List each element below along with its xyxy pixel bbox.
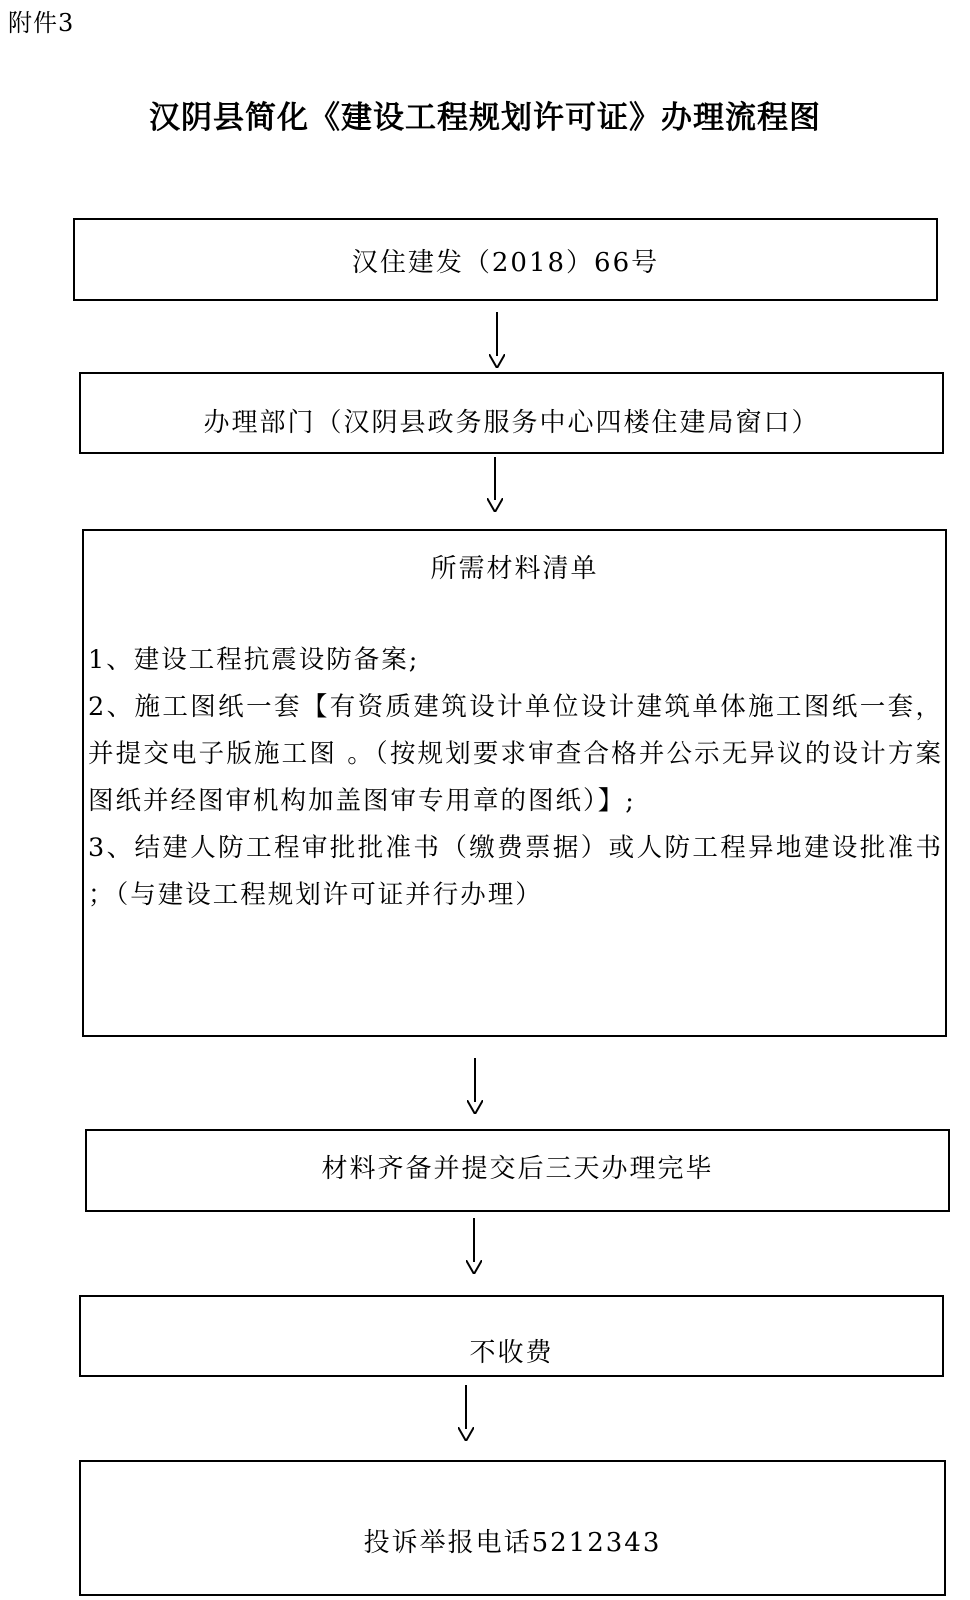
- flowchart-title: 汉阴县简化《建设工程规划许可证》办理流程图: [149, 100, 821, 136]
- step-timeline-text: 材料齐备并提交后三天办理完毕: [321, 1154, 714, 1184]
- step-fee-text: 不收费: [469, 1338, 554, 1368]
- materials-heading: 所需材料清单: [430, 554, 599, 584]
- step-timeline-box: [85, 1129, 950, 1212]
- step-complaint-box: [79, 1460, 946, 1596]
- step-fee-box: [79, 1295, 944, 1377]
- materials-item: 3、结建人防工程审批批准书（缴费票据）或人防工程异地建设批准书 ；（与建设工程规划许可证并行办理）: [88, 833, 943, 910]
- materials-list: [88, 637, 943, 919]
- materials-item: 2、施工图纸一套【有资质建筑设计单位设计建筑单体施工图纸一套，并提交电子版施工图 。（按规划要求审查合格并公示无异议的设计方案图纸并经图审机构加盖图审专用章的图纸）】;: [88, 692, 943, 816]
- arrow-down-icon: [467, 1058, 483, 1114]
- arrow-down-icon: [466, 1218, 482, 1274]
- step-department-text: 办理部门（汉阴县政务服务中心四楼住建局窗口）: [203, 408, 820, 438]
- step-department-box: [79, 372, 944, 454]
- step-basis-text: 汉住建发（2018）66号: [351, 248, 660, 278]
- materials-item: 1、建设工程抗震设防备案;: [88, 645, 420, 675]
- arrow-down-icon: [487, 457, 503, 512]
- step-materials-box: [82, 529, 947, 1037]
- attachment-label: 附件3: [8, 9, 75, 37]
- step-complaint-text: 投诉举报电话5212343: [363, 1528, 662, 1558]
- arrow-down-icon: [458, 1385, 474, 1441]
- arrow-down-icon: [489, 312, 505, 368]
- step-basis-box: [73, 218, 938, 301]
